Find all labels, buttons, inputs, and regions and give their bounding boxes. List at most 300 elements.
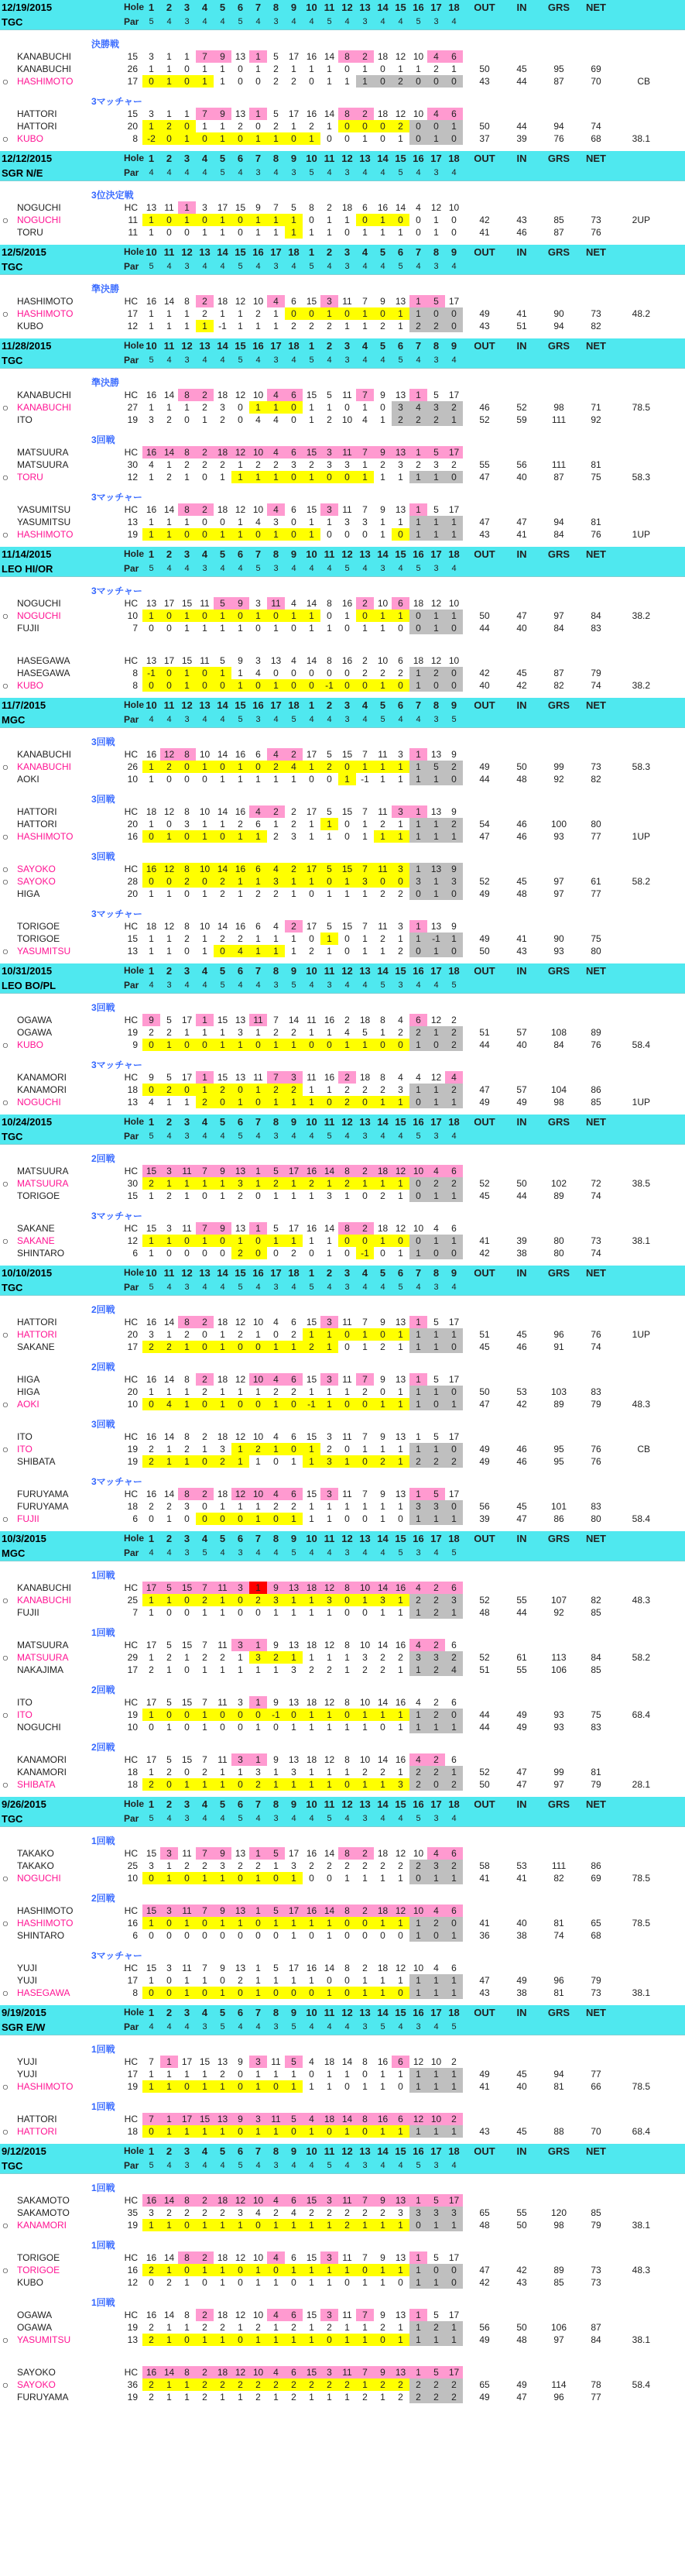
hole-score: 2 xyxy=(427,2321,445,2334)
hole-score: 2 xyxy=(291,806,296,817)
hole-score: 0 xyxy=(303,1039,320,1051)
hole-score: 12 xyxy=(231,2194,249,2207)
hole-score: 2 xyxy=(166,2207,172,2218)
hole-score: 1 xyxy=(427,1513,445,1525)
hole-number: 8 xyxy=(272,1533,279,1544)
handicap: 17 xyxy=(127,76,138,87)
handicap: HC xyxy=(124,2114,138,2124)
player-name: HATTORI xyxy=(17,1329,57,1340)
player-name: KANAMORI xyxy=(17,2220,67,2231)
hole-score: 10 xyxy=(249,2366,267,2379)
hole-score: 1 xyxy=(238,517,243,527)
hole-number: 1 xyxy=(148,1798,155,1810)
par-value: 3 xyxy=(202,564,207,573)
hole-score: 2 xyxy=(362,2207,368,2218)
hole-score: 7 xyxy=(202,1640,207,1650)
player-row xyxy=(0,389,685,401)
handicap: HC xyxy=(124,1072,138,1083)
hole-score: 9 xyxy=(142,1014,160,1026)
hole-score: 0 xyxy=(160,667,178,679)
hole-score: 1 xyxy=(184,402,190,413)
hole-score: 1 xyxy=(445,1096,463,1108)
hole-score: 9 xyxy=(380,2252,385,2263)
player-totals xyxy=(463,75,615,88)
hole-score: 2 xyxy=(338,2379,356,2391)
hole-score: 2 xyxy=(255,2322,261,2333)
hole-score: 2 xyxy=(291,1501,296,1512)
total-headers xyxy=(463,1266,615,1280)
hole-score: 2 xyxy=(427,1709,445,1721)
par-value: 3 xyxy=(362,1814,368,1823)
hole-score: 2 xyxy=(380,1190,385,1201)
hole-score: 0 xyxy=(327,668,332,678)
hole-score: 3 xyxy=(231,1639,249,1651)
hole-score: 2 xyxy=(398,2392,403,2403)
hole-score: 4 xyxy=(267,295,285,307)
player-row xyxy=(0,1606,685,1619)
hole-score: 2 xyxy=(273,1501,279,1512)
hole-score: 2 xyxy=(220,2322,225,2333)
hole-score: 0 xyxy=(374,307,392,320)
handicap: 17 xyxy=(127,1341,138,1352)
hole-score: 3 xyxy=(320,446,338,459)
handicap: HC xyxy=(124,390,138,400)
hole-score: 1 xyxy=(338,2334,356,2346)
player-row xyxy=(0,933,685,945)
hole-score: 1 xyxy=(196,830,214,843)
total-header-net: NET xyxy=(586,699,606,711)
hole-number: 2 xyxy=(326,246,333,258)
total-in: 42 xyxy=(516,680,527,691)
hole-score: 0 xyxy=(427,1929,445,1942)
hole-score: 0 xyxy=(142,1084,160,1096)
hole-score: 1 xyxy=(362,227,368,238)
hole-score: 2 xyxy=(166,2277,172,2288)
total-header-out: OUT xyxy=(474,340,495,352)
hole-score: 4 xyxy=(273,1431,279,1442)
hole-scores xyxy=(142,2194,463,2207)
hole-score: 9 xyxy=(451,921,457,932)
par-value: 4 xyxy=(344,2161,350,2170)
hole-score: 3 xyxy=(409,875,427,888)
hole-score: 1 xyxy=(392,2219,409,2231)
hole-score: 0 xyxy=(427,1039,445,1051)
winner-mark: ○ xyxy=(2,679,9,692)
hole-score: 17 xyxy=(448,296,460,307)
hole-score: 2 xyxy=(398,1652,403,1663)
hole-score: 1 xyxy=(409,1328,427,1341)
hole-score: 1 xyxy=(409,2276,427,2289)
player-name: HASHIMOTO xyxy=(17,76,74,87)
total-header-net: NET xyxy=(586,1798,606,1810)
hole-number: 2 xyxy=(166,1116,173,1128)
hole-score: 0 xyxy=(291,668,296,678)
round-section xyxy=(0,1115,685,1259)
match-round-label: 1回戦 xyxy=(91,2101,115,2112)
handicap: HC xyxy=(124,2310,138,2320)
player-totals xyxy=(463,2219,615,2231)
total-header-grs: GRS xyxy=(547,2007,570,2018)
hole-score: 4 xyxy=(255,517,261,527)
hole-score: 0 xyxy=(285,2125,303,2138)
hole-score: 0 xyxy=(231,132,249,145)
player-name: YASUMITSU xyxy=(17,2334,71,2345)
hole-scores xyxy=(142,1929,463,1942)
result-note: 68.4 xyxy=(632,1709,650,1720)
hole-score: 2 xyxy=(184,1329,190,1340)
hole-scores xyxy=(142,875,463,888)
hole-score: 1 xyxy=(214,214,231,226)
par-value: 5 xyxy=(238,355,243,365)
handicap: 20 xyxy=(127,888,138,899)
hole-number: 15 xyxy=(235,340,246,352)
par-value: 4 xyxy=(255,355,261,365)
total-grs: 85 xyxy=(553,2277,564,2288)
hole-score: 10 xyxy=(377,598,389,609)
hole-score: 7 xyxy=(196,1165,214,1177)
hole-score: 1 xyxy=(427,1235,445,1247)
hole-score: 1 xyxy=(303,2334,320,2346)
hole-number: 14 xyxy=(217,340,228,352)
hole-score: 1 xyxy=(320,933,338,945)
hole-score: 1 xyxy=(160,528,178,541)
par-value: 3 xyxy=(273,2022,279,2032)
hole-number: 15 xyxy=(395,1116,406,1128)
total-header-grs: GRS xyxy=(547,246,570,258)
hole-number: 6 xyxy=(237,1533,244,1544)
hole-number: 4 xyxy=(201,2,208,13)
hole-score: 2 xyxy=(309,1860,314,1871)
winner-mark: ○ xyxy=(2,1709,9,1721)
total-grs: 108 xyxy=(550,1027,567,1038)
hole-score: 2 xyxy=(338,1071,356,1084)
handicap: 16 xyxy=(127,2265,138,2275)
hole-number: 17 xyxy=(430,153,442,164)
hole-score: 13 xyxy=(235,108,246,119)
hole-score: 3 xyxy=(327,459,332,470)
hole-score: 1 xyxy=(380,472,385,483)
handicap: 8 xyxy=(132,133,138,144)
total-out: 48 xyxy=(479,2220,490,2231)
hole-score: 5 xyxy=(327,806,332,817)
par-value: 5 xyxy=(291,981,296,990)
match-block xyxy=(0,1949,685,1999)
hole-score: 3 xyxy=(356,875,374,888)
hole-score: 1 xyxy=(142,2080,160,2093)
par-value: 5 xyxy=(220,168,225,177)
hole-score: 15 xyxy=(196,2113,214,2125)
hole-label: Hole xyxy=(124,1116,145,1127)
course-name: MGC xyxy=(2,1547,26,1559)
hole-score: 2 xyxy=(445,2391,463,2403)
hole-score: 7 xyxy=(362,1431,368,1442)
total-net: 79 xyxy=(591,668,601,678)
hole-score: 1 xyxy=(356,2379,374,2391)
hole-score: 14 xyxy=(320,1165,338,1177)
hole-number: 18 xyxy=(448,548,460,560)
total-grs: 93 xyxy=(553,946,564,957)
hole-score: 3 xyxy=(409,1651,427,1664)
hole-score: 13 xyxy=(395,2310,406,2320)
player-name: KANABUCHI xyxy=(17,390,72,400)
player-row xyxy=(0,1664,685,1676)
hole-score: 2 xyxy=(303,1177,320,1190)
hole-score: 1 xyxy=(427,1974,445,1987)
hole-number: 11 xyxy=(324,2007,335,2018)
hole-scores xyxy=(142,63,463,75)
hole-score: 1 xyxy=(291,1607,296,1618)
hole-score: 2 xyxy=(409,320,427,332)
hole-score: 0 xyxy=(166,819,172,829)
hole-score: 1 xyxy=(409,818,427,830)
handicap: HC xyxy=(124,1963,138,1973)
par-value: 4 xyxy=(416,981,421,990)
par-value: 4 xyxy=(255,981,261,990)
total-net: 76 xyxy=(591,1444,601,1455)
hole-score: 1 xyxy=(362,402,368,413)
par-value: 4 xyxy=(344,981,350,990)
par-value: 4 xyxy=(416,715,421,724)
hole-score: 1 xyxy=(196,2264,214,2276)
hole-score: 1 xyxy=(255,1027,261,1038)
hole-number: 16 xyxy=(413,2007,424,2018)
handicap: 26 xyxy=(127,64,138,74)
hole-score: 1 xyxy=(409,830,427,843)
hole-score: 2 xyxy=(196,1373,214,1386)
hole-score: 0 xyxy=(249,1341,267,1353)
winner-mark: ○ xyxy=(2,945,9,957)
hole-scores xyxy=(142,1917,463,1929)
hole-number: 18 xyxy=(448,1116,460,1128)
hole-score: 14 xyxy=(214,863,231,875)
handicap: 6 xyxy=(132,1513,138,1524)
hole-score: 18 xyxy=(359,1015,371,1025)
par-value: 5 xyxy=(149,1283,154,1292)
hole-number: 6 xyxy=(397,340,404,352)
hole-score: 1 xyxy=(362,1873,368,1884)
hole-score: 7 xyxy=(362,749,368,760)
total-net: 76 xyxy=(591,529,601,540)
hole-score: 17 xyxy=(303,863,320,875)
hole-score: 1 xyxy=(273,1664,279,1675)
hole-score: 0 xyxy=(231,1341,249,1353)
hole-score: 2 xyxy=(409,1778,427,1791)
hole-score: 2 xyxy=(362,655,368,666)
hole-score: 3 xyxy=(160,1165,178,1177)
hole-score: 1 xyxy=(362,1722,368,1733)
par-value: 4 xyxy=(362,981,368,990)
total-net: 70 xyxy=(591,76,601,87)
handicap: 15 xyxy=(127,51,138,62)
hole-score: 1 xyxy=(409,1974,427,1987)
hole-scores xyxy=(142,1582,463,1594)
hole-score: 18 xyxy=(217,2252,228,2263)
hole-score: 4 xyxy=(427,1165,445,1177)
hole-score: 6 xyxy=(445,1582,463,1594)
player-row xyxy=(0,108,685,120)
total-in: 56 xyxy=(516,459,527,470)
hole-score: 1 xyxy=(327,2069,332,2080)
hole-number: 11 xyxy=(324,153,335,164)
hole-score: 3 xyxy=(320,503,338,516)
hole-score: 1 xyxy=(238,774,243,785)
round-header xyxy=(0,698,685,713)
hole-score: 1 xyxy=(202,623,207,634)
total-header-out: OUT xyxy=(474,153,495,164)
player-name: TORU xyxy=(17,227,43,238)
hole-score: 4 xyxy=(309,2056,314,2067)
total-grs: 102 xyxy=(550,1178,567,1189)
hole-number: 8 xyxy=(272,2,279,13)
hole-number: 13 xyxy=(359,153,371,164)
hole-number: 16 xyxy=(413,965,424,977)
hole-score: 3 xyxy=(392,863,409,875)
hole-score: 3 xyxy=(255,1767,261,1777)
hole-scores xyxy=(142,2276,463,2289)
hole-number: 6 xyxy=(237,2007,244,2018)
hole-score: 2 xyxy=(166,1027,172,1038)
total-net: 74 xyxy=(591,680,601,691)
total-out: 52 xyxy=(479,876,490,887)
total-header-grs: GRS xyxy=(547,965,570,977)
hole-score: 5 xyxy=(273,1963,279,1973)
player-row xyxy=(0,75,685,88)
hole-score: 0 xyxy=(160,875,178,888)
player-row xyxy=(0,1753,685,1766)
handicap: HC xyxy=(124,1166,138,1176)
hole-score: 0 xyxy=(374,1328,392,1341)
hole-score: 1 xyxy=(166,64,172,74)
hole-score: 9 xyxy=(380,296,385,307)
hole-score: 0 xyxy=(392,214,409,226)
total-grs: 93 xyxy=(553,831,564,842)
hole-score: 1 xyxy=(427,1026,445,1039)
hole-score: 1 xyxy=(249,610,267,622)
hole-score: 1 xyxy=(303,1594,320,1606)
hole-score: 16 xyxy=(395,1754,406,1765)
match-block xyxy=(0,1835,685,1884)
hole-number: 10 xyxy=(146,1267,157,1279)
hole-score: 1 xyxy=(220,819,225,829)
hole-score: 8 xyxy=(356,2113,374,2125)
hole-number: 6 xyxy=(237,2,244,13)
hole-score: 12 xyxy=(395,1963,406,1973)
par-value: 4 xyxy=(255,1548,261,1558)
hole-score: 0 xyxy=(445,773,463,785)
hole-score: 2 xyxy=(380,2207,385,2218)
hole-score: 0 xyxy=(184,888,190,899)
hole-score: 0 xyxy=(445,471,463,483)
hole-score: 8 xyxy=(344,1640,350,1650)
hole-number: 7 xyxy=(255,1116,262,1128)
player-name: KANABUCHI xyxy=(17,64,72,74)
hole-number: 4 xyxy=(201,2145,208,2157)
total-grs: 80 xyxy=(553,1248,564,1259)
hole-score: 0 xyxy=(356,1235,374,1247)
hole-score: 8 xyxy=(178,2251,196,2264)
hole-score: 3 xyxy=(409,1500,427,1513)
handicap: HC xyxy=(124,1905,138,1916)
hole-score: 0 xyxy=(178,120,196,132)
hole-score: 3 xyxy=(149,108,154,119)
hole-number: 3 xyxy=(344,246,351,258)
handicap: 6 xyxy=(132,1248,138,1259)
total-in: 49 xyxy=(516,1709,527,1720)
round-date: 9/19/2015 xyxy=(2,2007,46,2018)
hole-number: 1 xyxy=(148,2,155,13)
player-totals xyxy=(463,1721,615,1733)
hole-score: 0 xyxy=(267,2264,285,2276)
total-header-grs: GRS xyxy=(547,1267,570,1279)
total-out: 51 xyxy=(479,1664,490,1675)
hole-score: 2 xyxy=(327,1444,332,1455)
hole-number: 6 xyxy=(397,699,404,711)
hole-score: 1 xyxy=(255,1975,261,1986)
result-note: 38.1 xyxy=(632,1235,650,1246)
hole-score: 13 xyxy=(395,504,406,515)
match-round-label: 3マッチャー xyxy=(91,908,142,919)
par-value: 4 xyxy=(149,168,154,177)
par-value: 3 xyxy=(273,1814,279,1823)
hole-number: 5 xyxy=(219,965,226,977)
par-value: 5 xyxy=(291,2022,296,2032)
handicap: 17 xyxy=(127,2069,138,2080)
hole-score: 1 xyxy=(196,1071,214,1084)
hole-score: 4 xyxy=(160,1398,178,1410)
hole-score: 13 xyxy=(395,1317,406,1327)
hole-score: 2 xyxy=(196,503,214,516)
result-note: 38.1 xyxy=(632,1987,650,1998)
hole-score: 2 xyxy=(427,1664,445,1676)
hole-score: 5 xyxy=(166,1072,172,1083)
hole-score: 2 xyxy=(445,1455,463,1468)
hole-number: 9 xyxy=(450,699,457,711)
hole-score: 10 xyxy=(249,1488,267,1500)
hole-score: 2 xyxy=(309,946,314,957)
par-value: 3 xyxy=(184,17,190,26)
total-header-grs: GRS xyxy=(547,1533,570,1544)
hole-score: 2 xyxy=(320,2379,338,2391)
hole-score: 1 xyxy=(380,774,385,785)
hole-score: 0 xyxy=(344,529,350,540)
hole-score: 1 xyxy=(184,1027,190,1038)
hole-number: 6 xyxy=(397,1267,404,1279)
match-block xyxy=(0,1475,685,1525)
player-name: HATTORI xyxy=(17,2126,57,2137)
player-name: MATSUURA xyxy=(17,459,69,470)
hole-score: 1 xyxy=(178,1455,196,1468)
par-value: 3 xyxy=(184,262,190,271)
hole-score: 17 xyxy=(217,202,228,213)
hole-score: 1 xyxy=(380,623,385,634)
hole-score: 2 xyxy=(427,2379,445,2391)
match-block xyxy=(0,434,685,483)
hole-score: 17 xyxy=(448,504,460,515)
total-out: 43 xyxy=(479,76,490,87)
hole-score: 15 xyxy=(217,1015,228,1025)
hole-score: 12 xyxy=(235,1431,246,1442)
hole-score: 17 xyxy=(146,1640,157,1650)
hole-score: 1 xyxy=(220,76,225,87)
hole-score: 0 xyxy=(166,1607,172,1618)
player-name: AOKI xyxy=(17,774,39,785)
player-totals xyxy=(463,2391,615,2403)
hole-score: 0 xyxy=(356,2125,374,2138)
hole-number: 10 xyxy=(146,246,157,258)
hole-score: 1 xyxy=(409,2321,427,2334)
player-totals xyxy=(463,132,615,145)
total-out: 47 xyxy=(479,1975,490,1986)
